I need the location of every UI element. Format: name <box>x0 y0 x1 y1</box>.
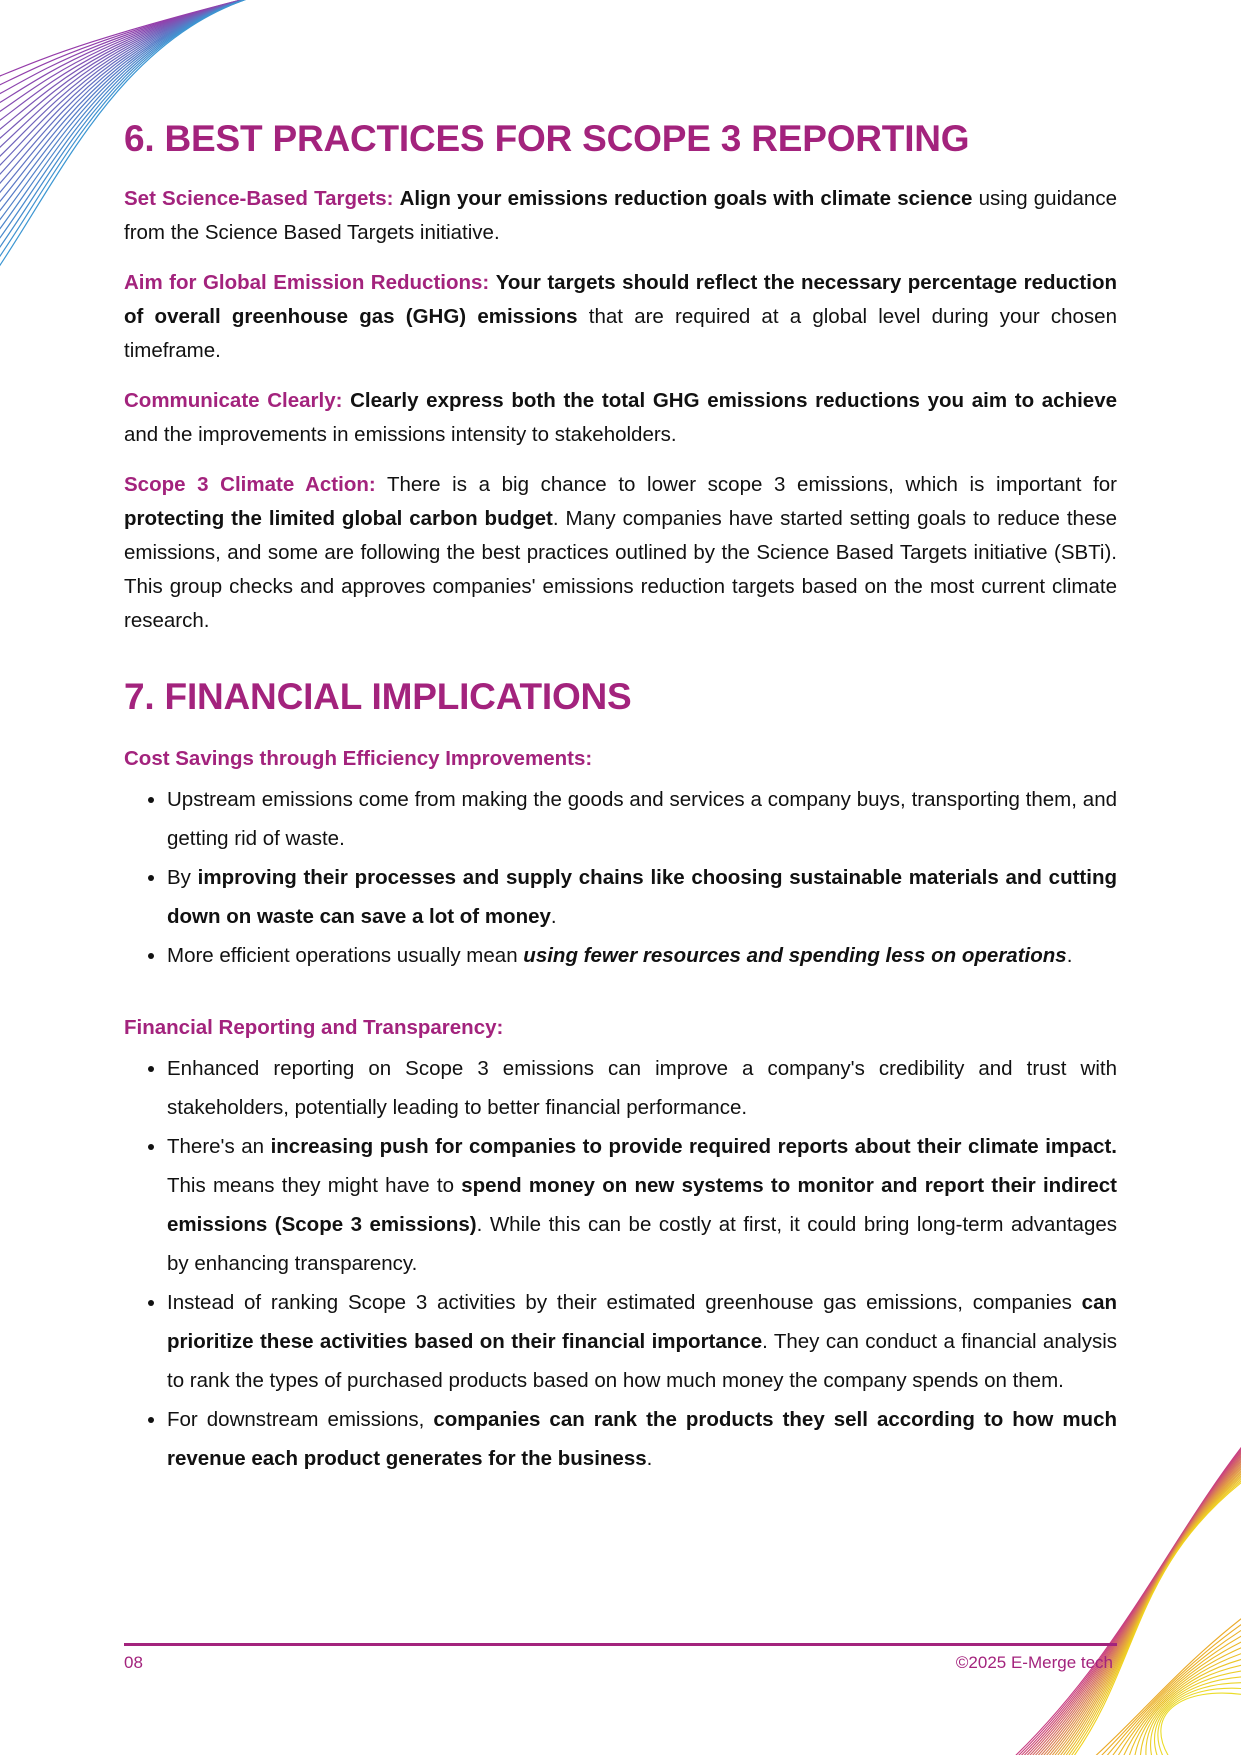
cost-savings-list <box>124 780 1117 975</box>
section-7-heading: 7. FINANCIAL IMPLICATIONS <box>124 676 632 717</box>
body-text: using guidance from the Science Based Targets initiative. <box>124 187 1117 244</box>
decorative-line <box>0 0 278 128</box>
decorative-line <box>1097 1621 1241 1755</box>
list-item <box>167 1127 1117 1283</box>
decorative-line <box>1068 1473 1241 1755</box>
decorative-line <box>1045 1458 1241 1755</box>
decorative-line <box>1037 1452 1241 1755</box>
body-text: Instead of ranking Scope 3 activities by their estimated greenhouse gas emissions, companies <box>167 1291 1082 1314</box>
decorative-line <box>1122 1646 1241 1755</box>
body-text: and the improvements in emissions intensity to stakeholders. <box>124 423 677 446</box>
decorative-line <box>1071 1475 1241 1755</box>
decorative-line <box>1134 1658 1241 1755</box>
bold-text: Align your emissions reduction goals with climate science <box>399 187 973 210</box>
body-text: . <box>1066 944 1073 967</box>
decorative-line <box>1028 1446 1241 1755</box>
lead-label: Communicate Clearly: <box>124 389 343 412</box>
bold-text: spend money on new systems to monitor and report their indirect emissions (Scope 3 emissions) <box>167 1174 1118 1236</box>
body-text: For downstream emissions, <box>167 1408 434 1431</box>
lead-label: Scope 3 Climate Action: <box>124 473 376 496</box>
decorative-line <box>1025 1445 1241 1755</box>
body-text: Upstream emissions come from making the goods and services a company buys, transporting them, and getting rid of waste. <box>167 788 1117 850</box>
body-text: . <box>550 905 557 928</box>
bold-text: increasing push for companies to provide required reports about their climate impact. <box>270 1135 1117 1158</box>
decorative-line <box>0 0 280 80</box>
decorative-line <box>1048 1460 1241 1755</box>
decorative-line <box>1151 1677 1241 1755</box>
decorative-line <box>1140 1664 1241 1755</box>
bold-text: can prioritize these activities based on their financial importance <box>167 1291 1117 1353</box>
copyright-notice: ©2025 E-Merge tech <box>955 1653 1113 1672</box>
decorative-line <box>1128 1652 1241 1755</box>
body-text: . They can conduct a financial analysis to rank the types of purchased products based on how much money the company spends on them. <box>167 1330 1117 1392</box>
decorative-line <box>1103 1627 1241 1755</box>
body-text: . Many companies have started setting goals to reduce these emissions, and some are following the best practices outlined by the Science Based Targets initiative (SBTi). This group checks and approves companies' emissions reduction targets based on the most current climate research. <box>124 507 1117 632</box>
list-item <box>167 936 1117 975</box>
decorative-line <box>1020 1441 1241 1755</box>
decorative-line <box>0 0 278 118</box>
bold-text: protecting the limited global carbon budget <box>124 507 553 530</box>
footer-divider <box>124 1643 1117 1646</box>
section-6-heading: 6. BEST PRACTICES FOR SCOPE 3 REPORTING <box>124 118 970 159</box>
decorative-line <box>1011 1435 1241 1755</box>
lead-label: Aim for Global Emission Reductions: <box>124 271 490 294</box>
decorative-line <box>1116 1640 1241 1755</box>
list-item <box>167 1283 1117 1400</box>
decorative-line <box>1146 1670 1241 1755</box>
financial-reporting-list <box>124 1049 1117 1478</box>
decorative-line <box>1042 1456 1241 1755</box>
decorative-line <box>1040 1454 1241 1755</box>
decorative-line <box>1091 1615 1241 1755</box>
body-text: that are required at a global level during your chosen timeframe. <box>124 305 1117 362</box>
decorative-line <box>0 0 277 137</box>
page-number: 08 <box>124 1653 143 1672</box>
body-text: By <box>167 866 198 889</box>
list-item <box>167 858 1117 936</box>
list-item <box>167 1400 1117 1478</box>
paragraph-global-emission-reductions <box>124 266 1117 368</box>
decorative-line <box>1062 1469 1241 1755</box>
list-item <box>167 1049 1117 1127</box>
decorative-line <box>1017 1439 1241 1755</box>
body-text: More efficient operations usually mean <box>167 944 524 967</box>
decorative-line <box>1034 1450 1241 1755</box>
decorative-line <box>0 0 280 90</box>
page-content <box>124 118 1117 1478</box>
decorative-line <box>0 0 279 109</box>
decorative-line <box>1158 1688 1241 1755</box>
paragraph-science-based-targets <box>124 182 1117 250</box>
body-text: There's an <box>167 1135 271 1158</box>
paragraph-communicate-clearly <box>124 384 1117 452</box>
subheading-financial-reporting: Financial Reporting and Transparency: <box>124 1016 504 1039</box>
bold-text: improving their processes and supply chains like choosing sustainable materials and cutting down on waste can save a lot of money <box>167 866 1117 928</box>
bold-text: Clearly express both the total GHG emissions reductions you aim to achieve <box>350 389 1117 412</box>
body-text: . <box>646 1447 653 1470</box>
bold-text: companies can rank the products they sell according to how much revenue each product generates for the business <box>167 1408 1117 1470</box>
decorative-line <box>1057 1465 1241 1755</box>
decorative-line <box>1060 1467 1241 1755</box>
decorative-line <box>1051 1462 1241 1755</box>
decorative-line <box>1022 1443 1241 1755</box>
decorative-line <box>1109 1633 1241 1755</box>
decorative-line <box>1014 1437 1241 1755</box>
decorative-line <box>0 0 279 99</box>
subheading-cost-savings: Cost Savings through Efficiency Improvements: <box>124 747 593 770</box>
body-text: There is a big chance to lower scope 3 emissions, which is important for <box>375 473 1117 496</box>
decorative-line <box>1054 1464 1241 1755</box>
bold-text: Your targets should reflect the necessary percentage reduction of overall greenhouse gas (GHG) emissions <box>124 271 1117 328</box>
body-text: . While this can be costly at first, it could bring long-term advantages by enhancing transparency. <box>167 1213 1117 1275</box>
decorative-line <box>1154 1683 1241 1755</box>
decorative-line <box>1031 1448 1241 1755</box>
lead-label: Set Science-Based Targets: <box>124 187 394 210</box>
list-item <box>167 780 1117 858</box>
paragraph-scope-3-climate-action <box>124 468 1117 638</box>
bold-italic-text: using fewer resources and spending less on operations <box>523 944 1067 967</box>
body-text: Enhanced reporting on Scope 3 emissions can improve a company's credibility and trust with stakeholders, potentially leading to better financial performance. <box>167 1057 1117 1119</box>
body-text: This means they might have to <box>167 1174 462 1197</box>
decorative-line <box>1161 1693 1241 1755</box>
decorative-line <box>1065 1471 1241 1755</box>
